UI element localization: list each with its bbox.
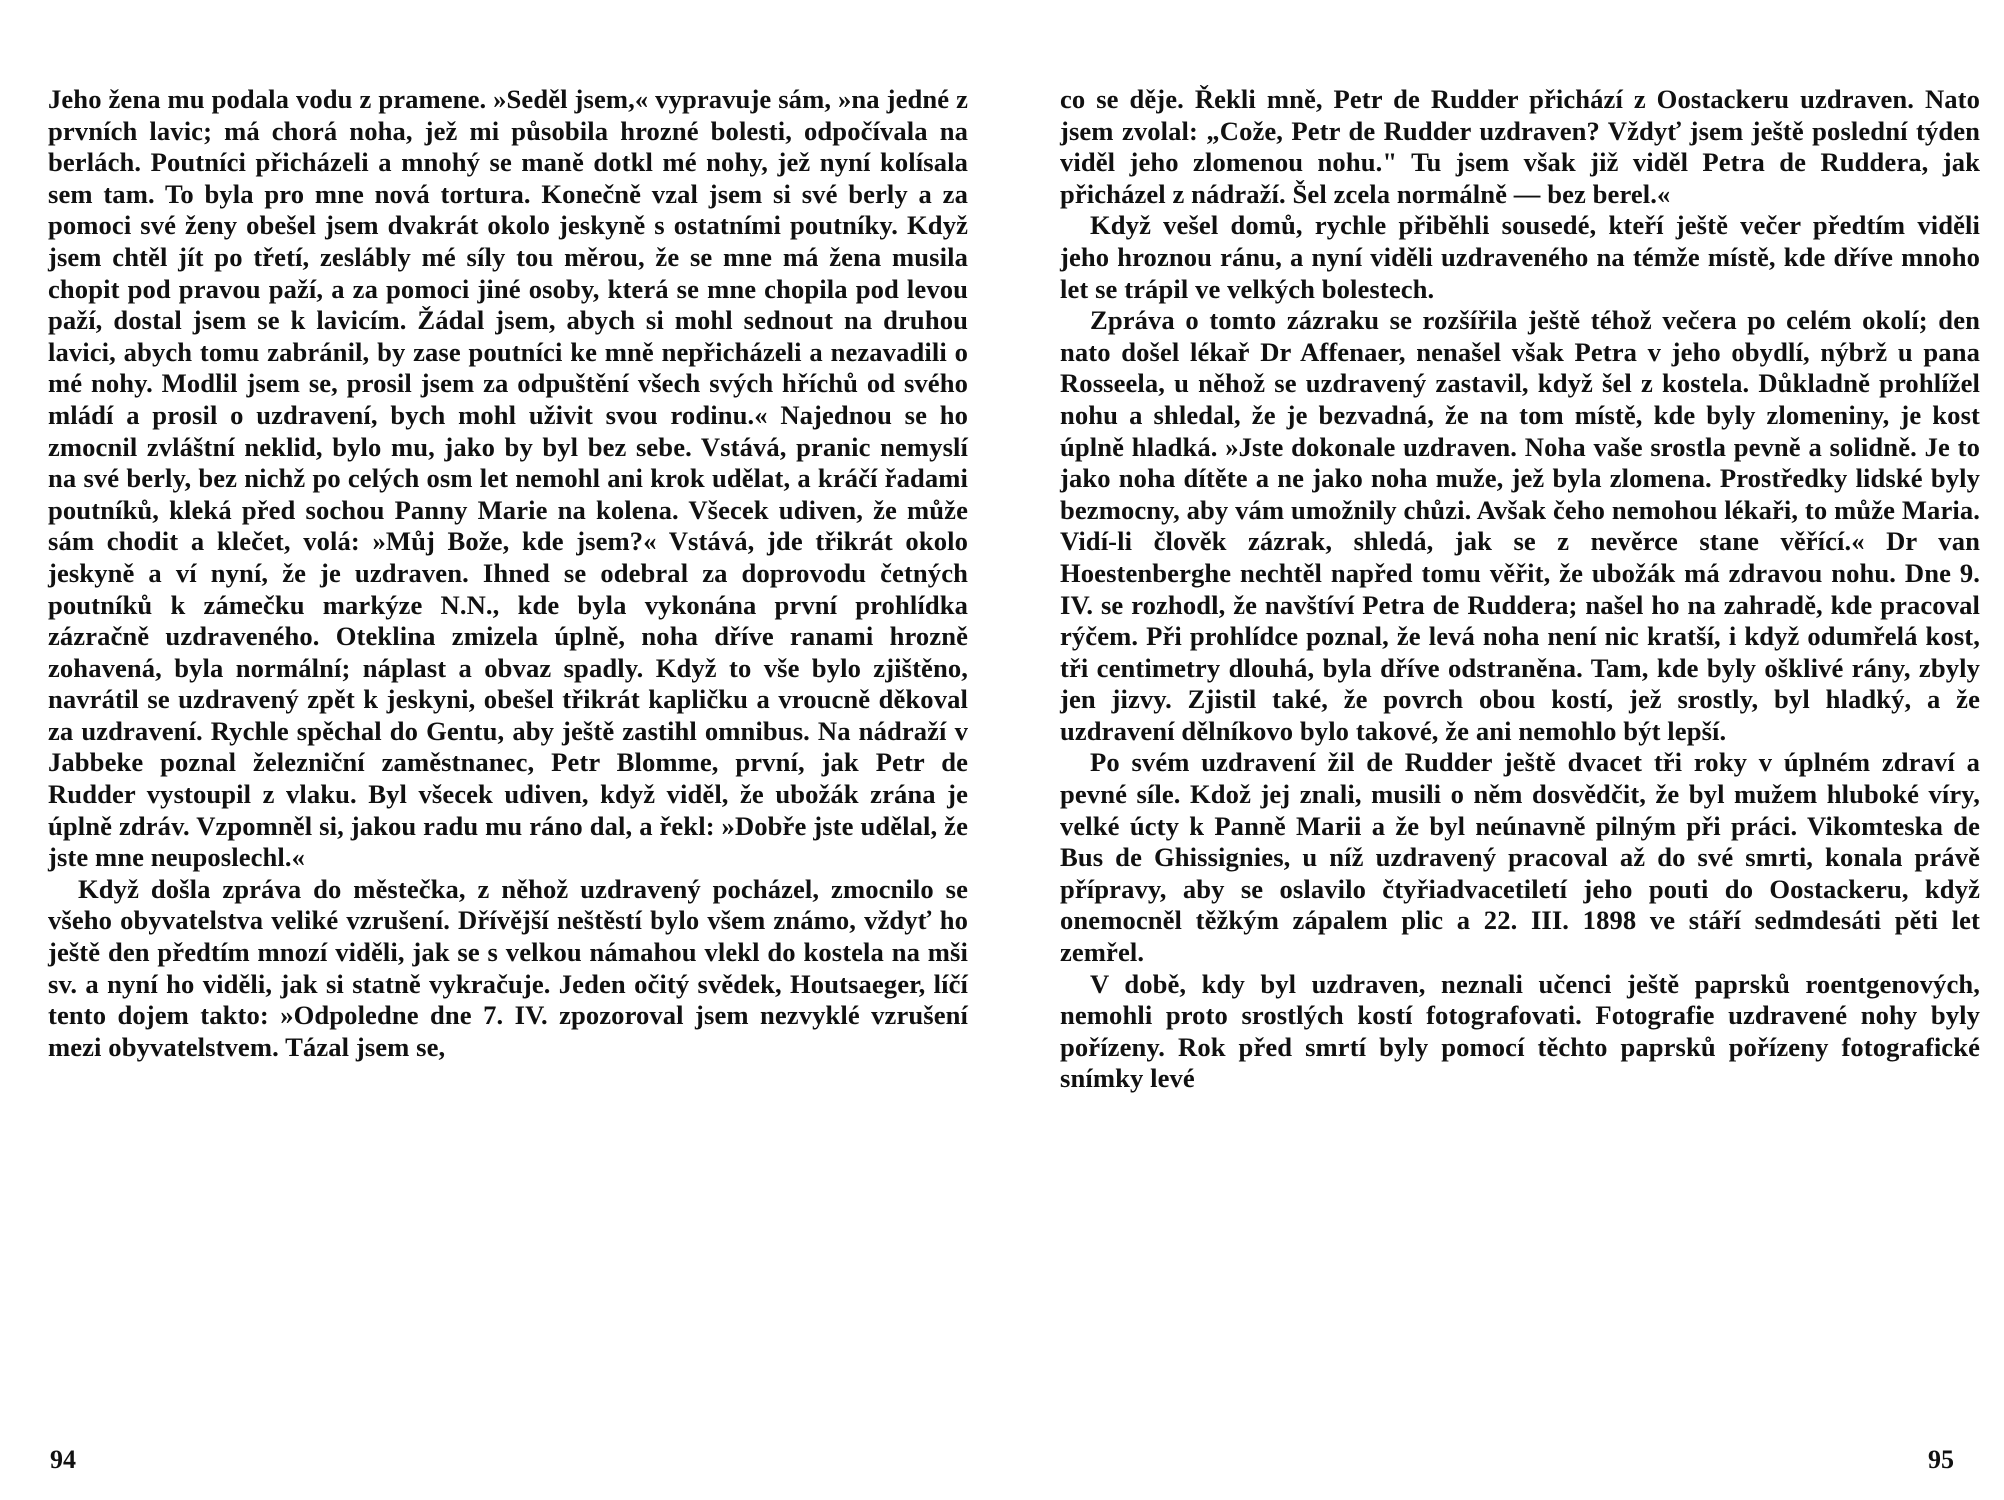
paragraph: V době, kdy byl uzdraven, neznali učenci ještě paprsků roentgenových, nemohli proto srostlých kostí fotografovati. Fotografie uzdravené nohy byly pořízeny. Rok před smrtí byly pomocí těchto paprsků pořízeny fotografické snímky levé xyxy=(1060,968,1980,1094)
paragraph: Jeho žena mu podala vodu z pramene. »Seděl jsem,« vypravuje sám, »na jedné z prvních lavic; má chorá noha, jež mi působila hrozné bolesti, odpočívala na berlách. Poutníci přicházeli a mnohý se maně dotkl mé nohy, jež nyní kolísala sem tam. To byla pro mne nová tortura. Konečně vzal jsem si své berly a za pomoci své ženy obešel jsem dvakrát okolo jeskyně s ostatními poutníky. Když jsem chtěl jít po třetí, zeslábly mé síly tou měrou, že se mne má žena musila chopit pod pravou paží, a za pomoci jiné osoby, která se mne chopila pod levou paží, dostal jsem se k lavicím. Žádal jsem, abych si mohl sednout na druhou lavici, abych tomu zabránil, by zase poutníci ke mně nepřicházeli a nezavadili o mé nohy. Modlil jsem se, prosil jsem za odpuštění všech svých hříchů od svého mládí a prosil o uzdravení, bych mohl uživit svou rodinu.« Najednou se ho zmocnil zvláštní neklid, bylo mu, jako by byl bez sebe. Vstává, pranic nemyslí na své berly, bez nichž po celých osm let nemohl ani krok udělat, a kráčí řadami poutníků, kleká před sochou Panny Marie na kolena. Všecek udiven, že může sám chodit a klečet, volá: »Můj Bože, kde jsem?« Vstává, jde třikrát okolo jeskyně a ví nyní, že je uzdraven. Ihned se odebral za doprovodu četných poutníků k zámečku markýze N.N., kde byla vykonána první prohlídka zázračně uzdraveného. Oteklina zmizela úplně, noha dříve ranami hrozně zohavená, byla normální; náplast a obvaz spadly. Když to vše bylo zjištěno, navrátil se uzdravený zpět k jeskyni, obešel třikrát kapličku a vroucně děkoval za uzdravení. Rychle spěchal do Gentu, aby ještě zastihl omnibus. Na nádraží v Jabbeke poznal železniční zaměstnanec, Petr Blomme, první, jak Petr de Rudder vystoupil z vlaku. Byl všecek udiven, když viděl, že ubožák zrána je úplně zdráv. Vzpomněl si, jakou radu mu ráno dal, a řekl: »Dobře jste udělal, že jste mne neuposlechl.« xyxy=(48,84,968,873)
right-page-text xyxy=(1060,84,1980,1095)
page-number-right: 95 xyxy=(1928,1445,1954,1474)
paragraph: co se děje. Řekli mně, Petr de Rudder přichází z Oostackeru uzdraven. Nato jsem zvolal: „Cože, Petr de Rudder uzdraven? Vždyť jsem ještě poslední týden viděl jeho zlomenou nohu." Tu jsem však již viděl Petra de Ruddera, jak přicházel z nádraží. Šel zcela normálně — bez berel.« xyxy=(1060,84,1980,209)
right-page xyxy=(1002,0,2004,1500)
page-number-left: 94 xyxy=(50,1445,76,1474)
paragraph: Když vešel domů, rychle přiběhli sousedé, kteří ještě večer předtím viděli jeho hroznou ránu, a nyní viděli uzdraveného na témže místě, kde dříve mnoho let se trápil ve velkých bolestech. xyxy=(1060,210,1980,304)
paragraph: Po svém uzdravení žil de Rudder ještě dvacet tři roky v úplném zdraví a pevné síle. Kdož jej znali, musili o něm dosvědčit, že byl mužem hluboké víry, velké úcty k Panně Marii a že byl neúnavně pilným při práci. Vikomteska de Bus de Ghissignies, u níž uzdravený pracoval až do své smrti, konala právě přípravy, aby se oslavilo čtyřiadvacetiletí jeho pouti do Oostackeru, když onemocněl těžkým zápalem plic a 22. III. 1898 ve stáří sedmdesáti pěti let zemřel. xyxy=(1060,747,1980,968)
paragraph: Když došla zpráva do městečka, z něhož uzdravený pocházel, zmocnilo se všeho obyvatelstva veliké vzrušení. Dřívější neštěstí bylo všem známo, vždyť ho ještě den předtím mnozí viděli, jak se s velkou námahou vlekl do kostela na mši sv. a nyní ho viděli, jak si statně vykračuje. Jeden očitý svědek, Houtsaeger, líčí tento dojem takto: »Odpoledne dne 7. IV. zpozoroval jsem nezvyklé vzrušení mezi obyvatelstvem. Tázal jsem se, xyxy=(48,873,968,1062)
left-page-text xyxy=(48,84,968,1063)
paragraph: Zpráva o tomto zázraku se rozšířila ještě téhož večera po celém okolí; den nato došel lékař Dr Affenaer, nenašel však Petra v jeho obydlí, nýbrž u pana Rosseela, u něhož se uzdravený zastavil, když šel z kostela. Důkladně prohlížel nohu a shledal, že je bezvadná, že na tom místě, kde byly zlomeniny, je kost úplně hladká. »Jste dokonale uzdraven. Noha vaše srostla pevně a solidně. Je to jako noha dítěte a ne jako noha muže, jež byla zlomena. Prostředky lidské byly bezmocny, aby vám umožnily chůzi. Avšak čeho nemohou lékaři, to může Maria. Vidí-li člověk zázrak, shledá, jak se z nevěrce stane věřící.« Dr van Hoestenberghe nechtěl napřed tomu věřit, že ubožák má zdravou nohu. Dne 9. IV. se rozhodl, že navštíví Petra de Ruddera; našel ho na zahradě, kde pracoval rýčem. Při prohlídce poznal, že levá noha není nic kratší, i když odumřelá kost, tři centimetry dlouhá, byla dříve odstraněna. Tam, kde byly ošklivé rány, zbyly jen jizvy. Zjistil také, že povrch obou kostí, jež srostly, byl hladký, a že uzdravení dělníkovo bylo takové, že ani nemohlo být lepší. xyxy=(1060,305,1980,746)
